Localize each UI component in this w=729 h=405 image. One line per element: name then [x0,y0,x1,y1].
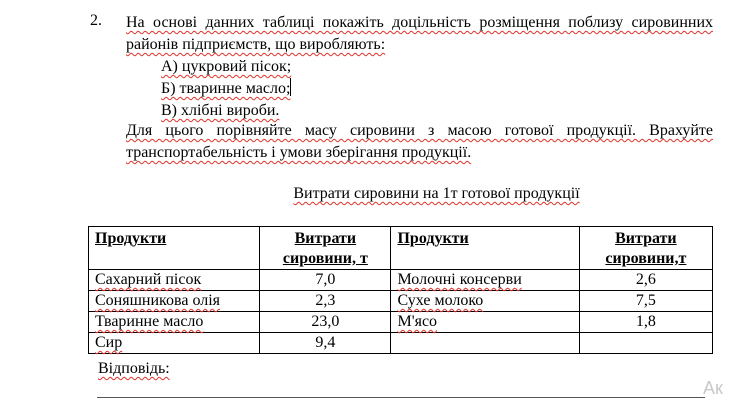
table-cell: Соняшникова олія [89,291,260,312]
table-cell [391,333,579,354]
table-row [89,312,713,333]
table-cell: Сир [89,333,260,354]
task-intro: На основі данних таблиці покажіть доцільність розміщення поблизу сировинних районів підприємств, що виробляють: [126,14,713,53]
table-cell: 1,8 [579,312,712,333]
answer-label: Відповідь: [98,360,170,377]
header-costs-2: Витрати сировини,т [579,227,712,270]
table-header-row [89,227,713,270]
table-cell: 9,4 [260,333,391,354]
task-instruction: Для цього порівняйте масу сировини з масою готової продукції. Врахуйте транспортабельність і умови зберігання продукції. [126,122,713,161]
answer-line[interactable] [97,397,705,398]
table-row [89,270,713,291]
text-cursor [290,78,291,96]
table-cell: 23,0 [260,312,391,333]
table-cell [579,333,712,354]
table-cell: Тваринне масло [89,312,260,333]
table-cell: 7,5 [579,291,712,312]
table-row [89,333,713,354]
activation-watermark: Ак [703,378,723,398]
raw-material-table [88,226,713,354]
table-cell: М'ясо [391,312,579,333]
table-cell: Молочні консерви [391,270,579,291]
header-costs-1: Витрати сировини, т [260,227,391,270]
header-products-2: Продукти [391,227,579,270]
table-row [89,291,713,312]
table-caption: Витрати сировини на 1т готової продукції [293,185,580,202]
table-cell: Сухе молоко [391,291,579,312]
option-a: А) цукровий пісок; [161,58,292,75]
option-b: Б) тваринне масло; [161,80,291,97]
table-cell: Сахарний пісок [89,270,260,291]
header-products-1: Продукти [89,227,260,270]
table-cell: 2,6 [579,270,712,291]
table-cell: 2,3 [260,291,391,312]
option-c: В) хлібні вироби. [161,102,280,119]
table-cell: 7,0 [260,270,391,291]
task-number: 2. [90,12,102,29]
